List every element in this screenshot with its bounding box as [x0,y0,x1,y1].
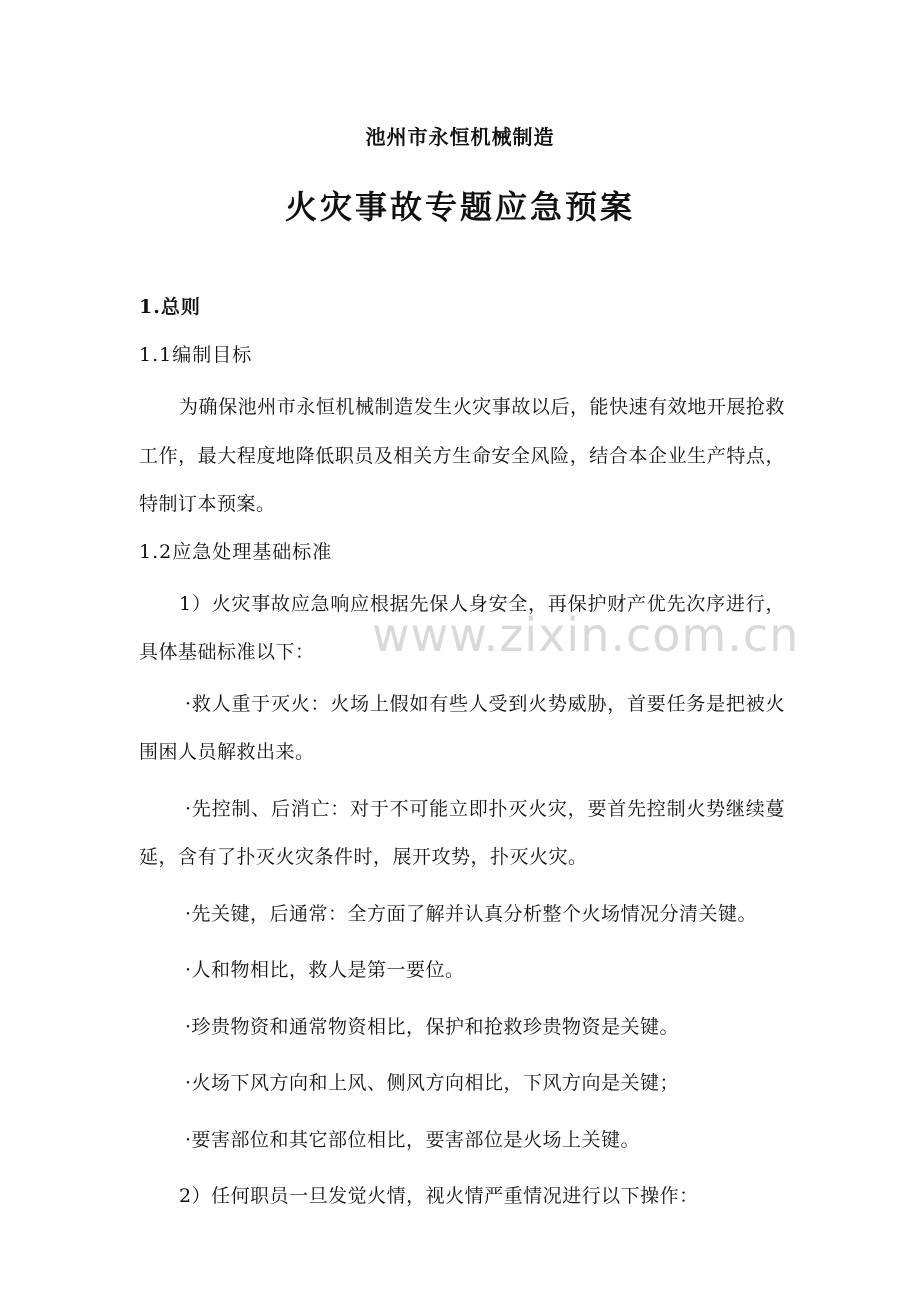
document-body [139,287,785,1224]
principle-item-2: 2）任何职员一旦发觉火情，视火情严重情况进行以下操作： [179,1185,699,1207]
document-title: 火灾事故专题应急预案 [284,188,635,226]
company-name: 池州市永恒机械制造 [365,125,555,149]
bullet-valuable-materials: ·珍贵物资和通常物资相比，保护和抢救珍贵物资是关键。 [185,1015,680,1038]
bullet-control-first: ·先控制、后消亡：对于不可能立即扑灭火灾，要首先控制火势继续蔓延，含有了扑灭火灾条件时，展开攻势，扑灭火灾。 [139,797,785,868]
principle-item-1: 1）火灾事故应急响应根据先保人身安全，再保护财产优先次序进行，具体基础标准以下： [139,592,785,663]
section-1-2-heading: 1.2应急处理基础标准 [139,540,333,563]
bullet-critical-areas: ·要害部位和其它部位相比，要害部位是火场上关键。 [185,1128,641,1151]
site-watermark: www.zixin.com.cn [372,608,800,662]
bullet-rescue-first: ·救人重于灭火：火场上假如有些人受到火势威胁，首要任务是把被火围困人员解救出来。 [139,692,785,763]
bullet-key-first: ·先关键，后通常：全方面了解并认真分析整个火场情况分清关键。 [185,902,758,925]
section-1-1-heading: 1.1编制目标 [139,344,253,366]
bullet-people-vs-property: ·人和物相比，救人是第一要位。 [185,959,465,981]
section-1-1-paragraph: 为确保池州市永恒机械制造发生火灾事故以后，能快速有效地开展抢救工作，最大程度地降低职员及相关方生命安全风险，结合本企业生产特点，特制订本预案。 [139,396,785,515]
bullet-downwind-direction: ·火场下风方向和上风、侧风方向相比，下风方向是关键； [185,1072,680,1094]
section-1-heading: 1.总则 [139,296,201,318]
